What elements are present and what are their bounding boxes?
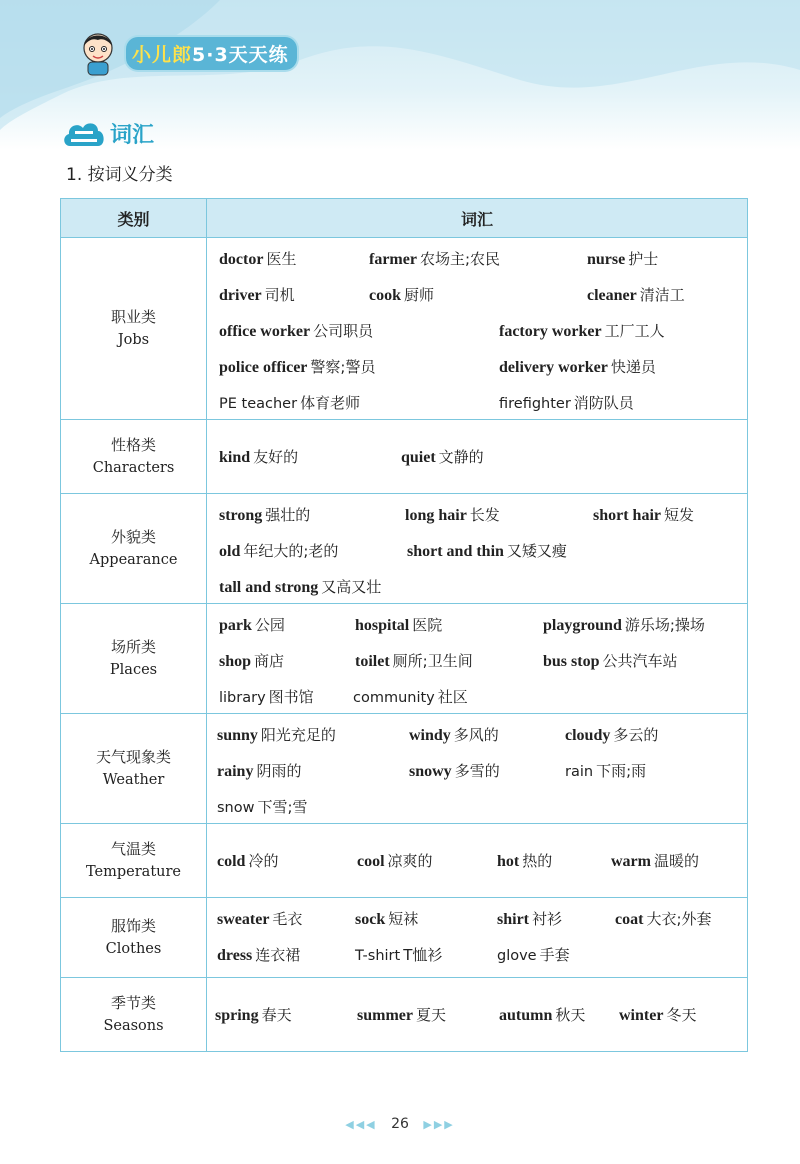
vocab-word [497, 850, 552, 871]
vocab-word [219, 320, 373, 341]
vocab-word [593, 504, 694, 525]
table-row [61, 714, 748, 824]
table-row [61, 824, 748, 898]
vocab-chinese: 毛衣 [272, 910, 303, 928]
vocab-english: delivery worker [499, 359, 608, 376]
words-cell [207, 978, 748, 1052]
vocab-english: park [219, 617, 252, 634]
vocab-english: tall and strong [219, 579, 319, 596]
vocab-word [611, 850, 699, 871]
category-cell [61, 898, 207, 978]
vocab-chinese: 阳光充足的 [260, 726, 336, 744]
vocab-word [219, 576, 381, 597]
vocab-chinese: 热的 [522, 852, 553, 870]
vocab-chinese: 商店 [254, 652, 285, 670]
vocab-chinese: 冬天 [666, 1006, 697, 1024]
vocab-english: community [353, 690, 435, 706]
vocab-english: hot [497, 853, 520, 870]
vocab-word [543, 614, 705, 635]
vocab-word [219, 392, 360, 413]
vocab-english: short and thin [407, 543, 504, 560]
vocab-english: office worker [219, 323, 311, 340]
vocab-chinese: 下雨;雨 [596, 762, 647, 780]
words-cell [207, 238, 748, 420]
vocab-english: shop [219, 653, 252, 670]
vocab-chinese: 工厂工人 [604, 322, 665, 340]
table-header-row [61, 199, 748, 238]
category-english: Clothes [105, 940, 162, 957]
vocab-chinese: 大衣;外套 [646, 910, 712, 928]
vocab-word [355, 614, 442, 635]
category-chinese: 性格类 [110, 435, 156, 454]
vocab-chinese: 温暖的 [653, 852, 699, 870]
table-row [61, 978, 748, 1052]
vocab-word [217, 944, 300, 965]
words-cell [207, 604, 748, 714]
category-cell [61, 824, 207, 898]
vocab-chinese: 短发 [664, 506, 695, 524]
vocab-english: sweater [217, 911, 270, 928]
right-arrows-icon: ▶▶▶ [423, 1118, 455, 1131]
category-english: Characters [92, 459, 175, 476]
vocab-word [217, 850, 278, 871]
vocab-english: spring [215, 1007, 259, 1024]
vocab-chinese: 公园 [254, 616, 285, 634]
vocab-word [353, 686, 468, 707]
words-cell [207, 898, 748, 978]
vocab-word [217, 796, 308, 817]
vocab-english: winter [619, 1007, 664, 1024]
header-category: 类别 [61, 199, 207, 238]
vocab-word [543, 650, 678, 671]
table-row [61, 420, 748, 494]
category-cell [61, 420, 207, 494]
vocab-chinese: 司机 [264, 286, 295, 304]
vocab-english: rain [565, 764, 594, 780]
vocab-chinese: 警察;警员 [310, 358, 376, 376]
category-english: Appearance [89, 551, 178, 568]
table-row [61, 494, 748, 604]
vocab-chinese: 手套 [539, 946, 570, 964]
category-cell [61, 604, 207, 714]
vocab-english: firefighter [499, 396, 571, 412]
words-cell [207, 824, 748, 898]
vocab-english: T-shirt [355, 948, 401, 964]
vocab-word [219, 504, 310, 525]
vocab-word [219, 650, 284, 671]
vocab-english: hospital [355, 617, 410, 634]
vocab-word [619, 1004, 696, 1025]
vocab-english: cleaner [587, 287, 637, 304]
vocab-english: PE teacher [219, 396, 298, 412]
category-english: Places [109, 661, 158, 678]
vocab-english: factory worker [499, 323, 602, 340]
category-chinese: 服饰类 [110, 916, 156, 935]
words-cell [207, 494, 748, 604]
vocab-chinese: 厕所;卫生间 [392, 652, 473, 670]
vocab-english: rainy [217, 763, 254, 780]
vocab-chinese: 清洁工 [639, 286, 685, 304]
vocab-word [499, 320, 665, 341]
vocab-chinese: 又矮又瘦 [506, 542, 567, 560]
vocab-word [369, 248, 500, 269]
vocab-chinese: 夏天 [415, 1006, 446, 1024]
vocab-english: doctor [219, 251, 264, 268]
category-english: Jobs [117, 331, 150, 348]
vocab-chinese: 冷的 [248, 852, 279, 870]
table-row [61, 604, 748, 714]
category-chinese: 天气现象类 [95, 747, 171, 766]
vocab-word [499, 1004, 585, 1025]
category-chinese: 职业类 [110, 307, 156, 326]
vocab-chinese: 文静的 [438, 448, 484, 466]
vocab-word [355, 944, 442, 965]
vocab-english: autumn [499, 1007, 553, 1024]
vocab-word [401, 446, 484, 467]
category-cell [61, 238, 207, 420]
table-row [61, 238, 748, 420]
category-chinese: 气温类 [110, 839, 156, 858]
vocab-word [587, 284, 685, 305]
brand-name: 小儿郎5·3天天练 [126, 37, 297, 70]
vocab-english: strong [219, 507, 263, 524]
category-english: Seasons [103, 1017, 164, 1034]
vocab-word [409, 760, 500, 781]
vocab-word [355, 908, 418, 929]
vocab-chinese: 多雪的 [454, 762, 500, 780]
vocab-english: coat [615, 911, 644, 928]
left-arrows-icon: ◀◀◀ [345, 1118, 377, 1131]
vocab-chinese: 连衣裙 [255, 946, 301, 964]
vocab-english: kind [219, 449, 251, 466]
section-heading [62, 116, 154, 150]
vocab-word [405, 504, 500, 525]
vocab-english: sunny [217, 727, 258, 744]
category-english: Weather [102, 771, 165, 788]
vocab-word [219, 540, 338, 561]
vocab-word [219, 446, 298, 467]
vocab-chinese: 多云的 [613, 726, 659, 744]
vocab-word [499, 356, 656, 377]
vocab-english: nurse [587, 251, 626, 268]
vocab-word [355, 650, 473, 671]
vocab-english: library [219, 690, 266, 706]
vocab-english: cool [357, 853, 385, 870]
vocab-word [565, 760, 646, 781]
vocab-word [219, 284, 295, 305]
vocab-chinese: 农场主;农民 [419, 250, 501, 268]
vocab-word [217, 908, 302, 929]
vocab-english: police officer [219, 359, 308, 376]
vocab-english: windy [409, 727, 451, 744]
vocab-english: snowy [409, 763, 452, 780]
category-english: Temperature [86, 863, 181, 880]
vocabulary-table [60, 198, 748, 1052]
vocab-word [499, 392, 634, 413]
boy-mascot-icon [78, 30, 118, 76]
vocab-english: short hair [593, 507, 661, 524]
category-chinese: 外貌类 [110, 527, 156, 546]
vocab-word [369, 284, 434, 305]
vocab-english: snow [217, 800, 255, 816]
vocab-english: cloudy [565, 727, 611, 744]
vocab-chinese: 消防队员 [573, 394, 634, 412]
vocab-word [409, 724, 499, 745]
vocab-word [565, 724, 658, 745]
vocab-word [215, 1004, 292, 1025]
vocab-word [219, 614, 285, 635]
cloud-number-two-icon [62, 118, 106, 148]
vocab-english: warm [611, 853, 651, 870]
category-cell [61, 494, 207, 604]
header-vocabulary: 词汇 [207, 199, 748, 238]
vocab-english: playground [543, 617, 622, 634]
vocab-chinese: 公司职员 [313, 322, 374, 340]
vocab-chinese: 游乐场;操场 [624, 616, 705, 634]
words-cell [207, 714, 748, 824]
vocab-chinese: 衬衫 [532, 910, 563, 928]
category-cell [61, 978, 207, 1052]
vocab-chinese: 短袜 [388, 910, 419, 928]
vocab-word [587, 248, 658, 269]
vocab-chinese: 多风的 [453, 726, 499, 744]
vocab-word [615, 908, 712, 929]
vocab-english: farmer [369, 251, 417, 268]
vocab-english: quiet [401, 449, 436, 466]
vocab-chinese: 又高又壮 [321, 578, 382, 596]
vocab-word [357, 850, 433, 871]
page-number-text: 26 [391, 1116, 409, 1132]
vocab-chinese: 快递员 [610, 358, 656, 376]
vocab-english: long hair [405, 507, 467, 524]
vocab-chinese: 凉爽的 [387, 852, 433, 870]
vocab-english: cold [217, 853, 246, 870]
vocab-english: toilet [355, 653, 390, 670]
vocab-chinese: 厨师 [404, 286, 435, 304]
page-number [0, 1116, 800, 1132]
vocab-english: shirt [497, 911, 529, 928]
vocab-word [217, 760, 301, 781]
vocab-chinese: 年纪大的;老的 [243, 542, 339, 560]
vocab-chinese: 春天 [261, 1006, 292, 1024]
vocab-word [219, 686, 314, 707]
vocab-chinese: 强壮的 [265, 506, 311, 524]
words-cell [207, 420, 748, 494]
vocab-english: old [219, 543, 241, 560]
vocab-word [219, 356, 375, 377]
category-cell [61, 714, 207, 824]
vocab-chinese: 护士 [628, 250, 659, 268]
vocab-english: glove [497, 948, 537, 964]
vocab-word [357, 1004, 446, 1025]
vocab-english: sock [355, 911, 386, 928]
vocab-word [407, 540, 567, 561]
vocab-english: cook [369, 287, 401, 304]
header-logo [78, 30, 297, 76]
vocab-chinese: 长发 [469, 506, 500, 524]
category-chinese: 场所类 [110, 637, 156, 656]
vocab-chinese: 下雪;雪 [257, 798, 308, 816]
vocab-chinese: 阴雨的 [256, 762, 302, 780]
table-row [61, 898, 748, 978]
vocab-chinese: T恤衫 [403, 946, 443, 964]
vocab-word [219, 248, 296, 269]
vocab-chinese: 医院 [412, 616, 443, 634]
vocab-word [497, 944, 570, 965]
vocab-word [217, 724, 336, 745]
vocab-chinese: 秋天 [555, 1006, 586, 1024]
section-title: 词汇 [110, 122, 155, 148]
vocab-english: driver [219, 287, 262, 304]
vocab-word [497, 908, 562, 929]
vocab-english: bus stop [543, 653, 600, 670]
exercise-title: 1. 按词义分类 [66, 165, 173, 185]
vocab-english: summer [357, 1007, 413, 1024]
vocab-chinese: 图书馆 [268, 688, 314, 706]
vocab-chinese: 公共汽车站 [602, 652, 678, 670]
vocab-chinese: 体育老师 [300, 394, 361, 412]
vocab-chinese: 社区 [437, 688, 468, 706]
vocab-chinese: 医生 [266, 250, 297, 268]
vocab-chinese: 友好的 [253, 448, 299, 466]
vocab-english: dress [217, 947, 253, 964]
category-chinese: 季节类 [110, 993, 156, 1012]
